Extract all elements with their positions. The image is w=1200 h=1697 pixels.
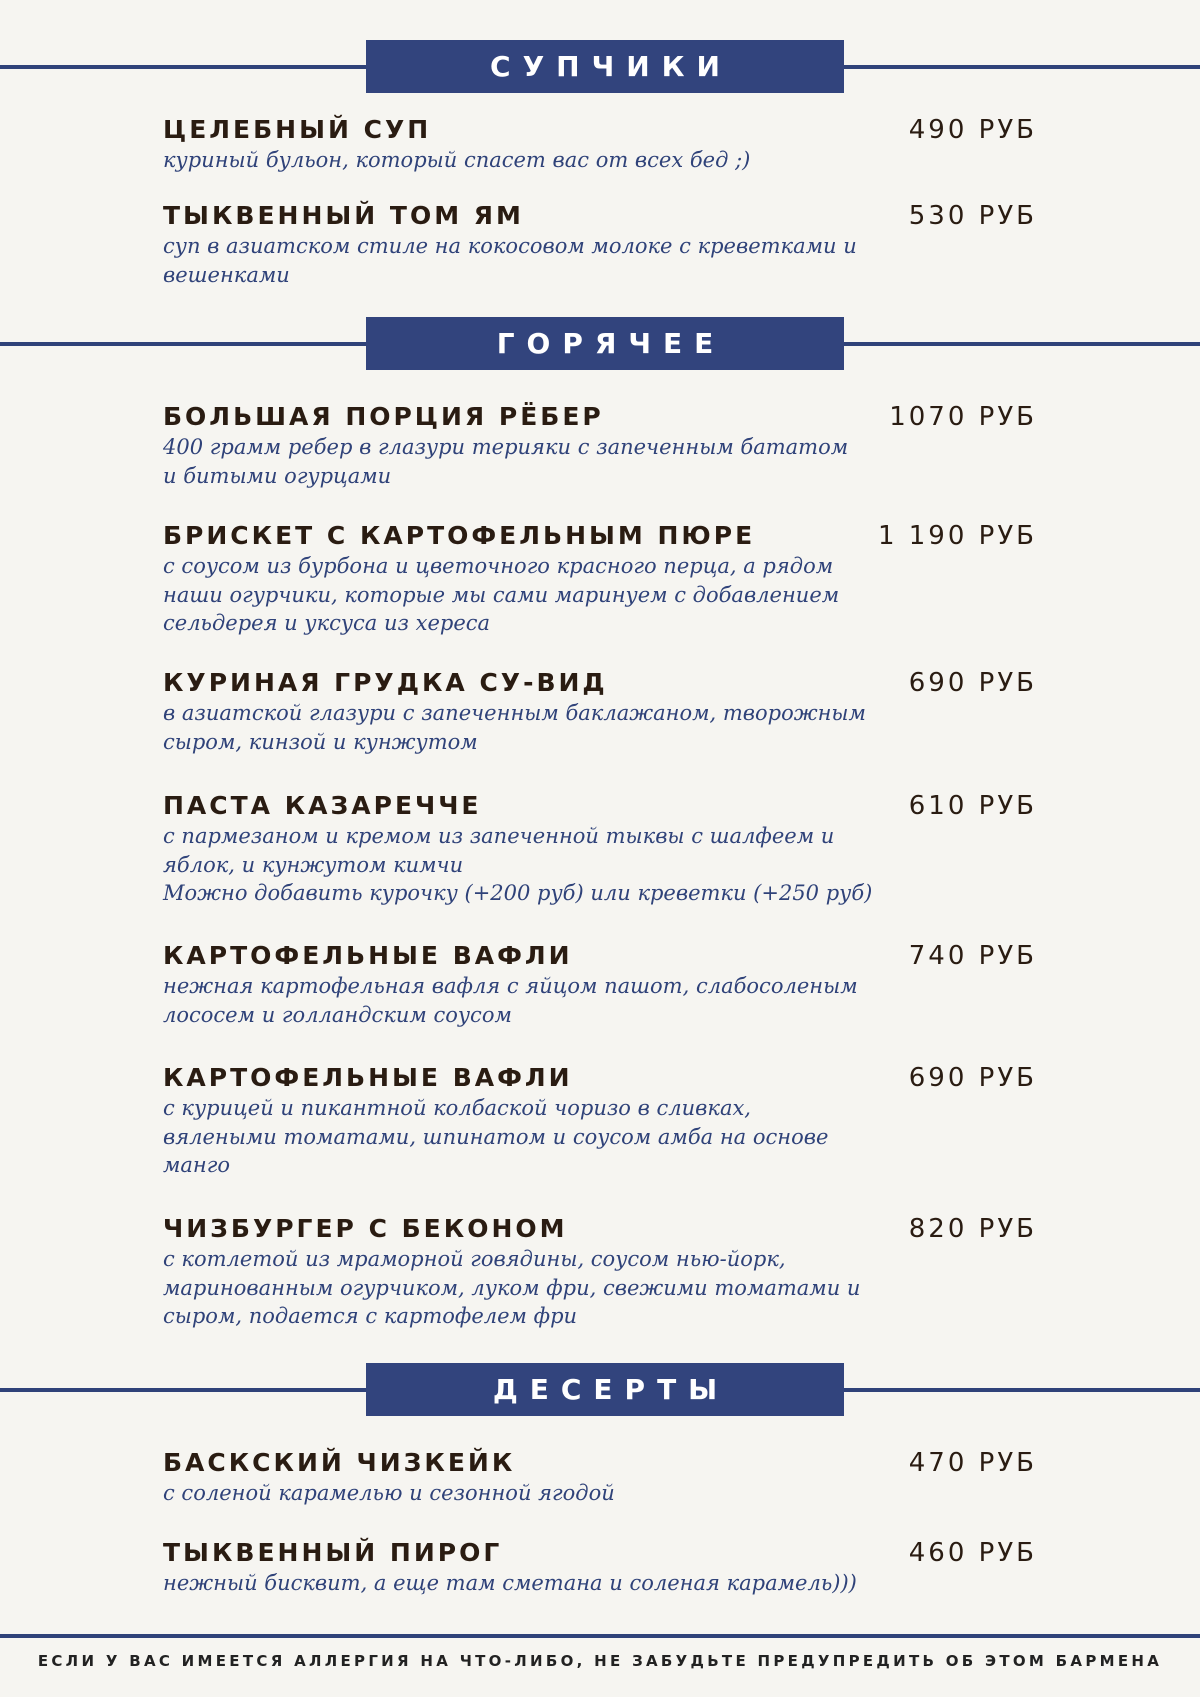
item-description: в азиатской глазури с запеченным баклажаном, творожным сыром, кинзой и кунжутом [163,701,866,754]
item-price: 740 РУБ [908,941,1037,971]
section-header-hot: ГОРЯЧЕЕ [366,317,844,370]
item-description: с котлетой из мраморной говядины, соусом нью-йорк, маринованным огурчиком, луком фри, свежими томатами и сыром, подается с картофелем фри [163,1247,861,1328]
menu-item [163,401,1043,490]
menu-item [163,200,1043,289]
item-price: 1 190 РУБ [877,521,1037,551]
menu-item [163,114,1043,175]
item-description: куриный бульон, который спасет вас от всех бед ;) [163,148,751,172]
menu-item [163,1062,1043,1180]
menu-item [163,1213,1043,1331]
item-name: КАРТОФЕЛЬНЫЕ ВАФЛИ [163,1063,573,1092]
item-price: 460 РУБ [908,1538,1037,1568]
menu-item [163,1447,1043,1508]
item-name: ТЫКВЕННЫЙ ПИРОГ [163,1538,503,1567]
item-name: БОЛЬШАЯ ПОРЦИЯ РЁБЕР [163,402,604,431]
item-description: суп в азиатском стиле на кокосовом молоке с креветками и вешенками [163,234,857,287]
item-name: ТЫКВЕННЫЙ ТОМ ЯМ [163,201,524,230]
item-price: 470 РУБ [908,1448,1037,1478]
item-price: 690 РУБ [908,1063,1037,1093]
item-description: с курицей и пикантной колбаской чоризо в сливках, вялеными томатами, шпинатом и соусом амба на основе манго [163,1096,829,1177]
menu-item [163,940,1043,1029]
menu-item [163,1537,1043,1598]
item-name: БРИСКЕТ С КАРТОФЕЛЬНЫМ ПЮРЕ [163,521,756,550]
item-price: 610 РУБ [908,791,1037,821]
menu-item [163,667,1043,756]
item-description: 400 грамм ребер в глазури терияки с запеченным бататом и битыми огурцами [163,435,849,488]
item-price: 820 РУБ [908,1214,1037,1244]
item-name: ЦЕЛЕБНЫЙ СУП [163,115,432,144]
item-description: нежная картофельная вафля с яйцом пашот, слабосоленым лососем и голландским соусом [163,974,858,1027]
allergy-notice: ЕСЛИ У ВАС ИМЕЕТСЯ АЛЛЕРГИЯ НА ЧТО-ЛИБО, НЕ ЗАБУДЬТЕ ПРЕДУПРЕДИТЬ ОБ ЭТОМ БАРМЕНА [37,1652,1163,1670]
item-price: 530 РУБ [908,201,1037,231]
item-description: с пармезаном и кремом из запеченной тыквы с шалфеем и яблок, и кунжутом кимчи Можно добавить курочку (+200 руб) или креветки (+250 руб) [163,824,873,905]
item-description: нежный бисквит, а еще там сметана и соленая карамель))) [163,1571,857,1595]
section-header-desserts: ДЕСЕРТЫ [366,1363,844,1416]
menu-item [163,790,1043,908]
footer-rule [0,1634,1200,1638]
menu-item [163,520,1043,638]
item-description: с соленой карамелью и сезонной ягодой [163,1481,615,1505]
item-price: 490 РУБ [908,115,1037,145]
item-name: КУРИНАЯ ГРУДКА СУ-ВИД [163,668,608,697]
item-name: ЧИЗБУРГЕР С БЕКОНОМ [163,1214,568,1243]
item-price: 1070 РУБ [889,402,1037,432]
item-description: с соусом из бурбона и цветочного красного перца, а рядом наши огурчики, которые мы сами маринуем с добавлением сельдерея и уксуса из хереса [163,554,840,635]
item-name: КАРТОФЕЛЬНЫЕ ВАФЛИ [163,941,573,970]
item-name: БАСКСКИЙ ЧИЗКЕЙК [163,1448,516,1477]
section-header-soups: СУПЧИКИ [366,40,844,93]
item-price: 690 РУБ [908,668,1037,698]
item-name: ПАСТА КАЗАРЕЧЧЕ [163,791,482,820]
